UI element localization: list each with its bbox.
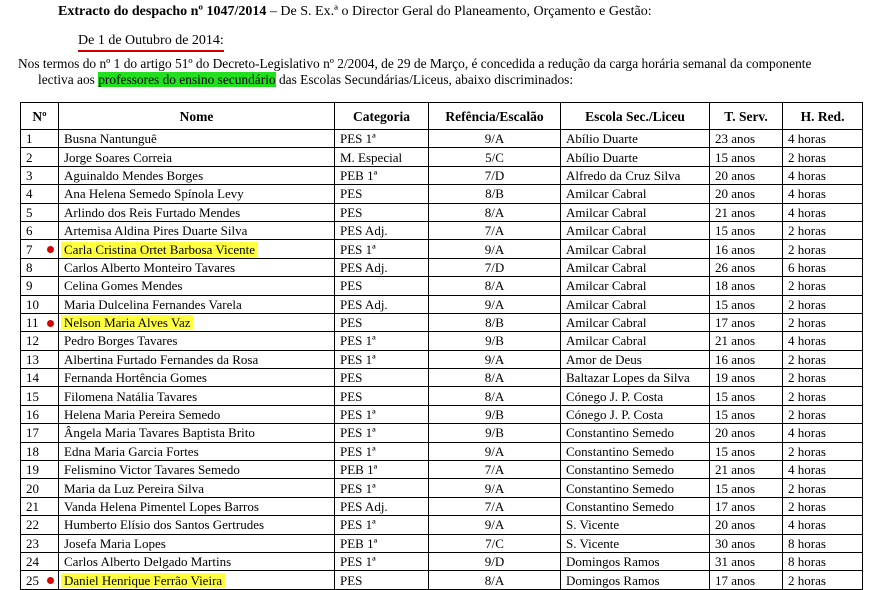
table-row (21, 185, 863, 203)
intro-line-1: Nos termos do nº 1 do artigo 51º do Decreto-Legislativo nº 2/2004, de 29 de Março, é concedida a redução da carga horária semanal da componente (18, 56, 812, 71)
service-time-cell: 20 anos (710, 424, 783, 442)
teacher-name: Ângela Maria Tavares Baptista Brito (59, 424, 335, 442)
hours-reduced-cell: 2 horas (783, 295, 863, 313)
category-cell: PES 1ª (335, 240, 429, 258)
table-row (21, 516, 863, 534)
table-row (21, 552, 863, 570)
col-header-name: Nome (59, 103, 335, 130)
row-number-label: 7 (26, 241, 33, 257)
category-cell: PES (335, 203, 429, 221)
red-dot-icon (47, 577, 54, 584)
service-time-cell: 20 anos (710, 516, 783, 534)
school-cell: Amilcar Cabral (561, 295, 710, 313)
highlighted-name: Nelson Maria Alves Vaz (61, 315, 193, 330)
reference-cell: 7/D (429, 258, 561, 276)
service-time-cell: 30 anos (710, 534, 783, 552)
school-cell: Constantino Semedo (561, 424, 710, 442)
row-number (21, 240, 59, 258)
intro-pre: lectiva aos (38, 72, 99, 87)
table-row (21, 166, 863, 184)
row-number: 14 (21, 369, 59, 387)
category-cell: PES Adj. (335, 258, 429, 276)
row-number: 21 (21, 497, 59, 515)
service-time-cell: 21 anos (710, 203, 783, 221)
school-cell: S. Vicente (561, 534, 710, 552)
teachers-table (20, 102, 863, 590)
document-title (58, 4, 652, 20)
table-row (21, 148, 863, 166)
school-cell: Cónego J. P. Costa (561, 387, 710, 405)
service-time-cell: 17 anos (710, 571, 783, 589)
row-number: 17 (21, 424, 59, 442)
table-header-row (21, 103, 863, 130)
reference-cell: 9/A (429, 130, 561, 148)
category-cell: PES 1ª (335, 516, 429, 534)
category-cell: PEB 1ª (335, 534, 429, 552)
teacher-name: Maria Dulcelina Fernandes Varela (59, 295, 335, 313)
hours-reduced-cell: 4 horas (783, 166, 863, 184)
table-row (21, 350, 863, 368)
hours-reduced-cell: 2 horas (783, 148, 863, 166)
reference-cell: 9/B (429, 424, 561, 442)
reference-cell: 9/D (429, 552, 561, 570)
hours-reduced-cell: 2 horas (783, 571, 863, 589)
service-time-cell: 16 anos (710, 350, 783, 368)
hours-reduced-cell: 4 horas (783, 332, 863, 350)
service-time-cell: 15 anos (710, 387, 783, 405)
dispatch-number: Extracto do despacho nº 1047/2014 (58, 4, 267, 19)
row-number: 2 (21, 148, 59, 166)
service-time-cell: 18 anos (710, 277, 783, 295)
service-time-cell: 23 anos (710, 130, 783, 148)
school-cell: Constantino Semedo (561, 442, 710, 460)
reference-cell: 8/B (429, 185, 561, 203)
table-row (21, 571, 863, 589)
table-row (21, 424, 863, 442)
row-number: 15 (21, 387, 59, 405)
service-time-cell: 15 anos (710, 479, 783, 497)
table-row (21, 240, 863, 258)
teacher-name: Carlos Alberto Delgado Martins (59, 552, 335, 570)
category-cell: PES (335, 571, 429, 589)
row-number: 13 (21, 350, 59, 368)
category-cell: PES (335, 185, 429, 203)
school-cell: Domingos Ramos (561, 571, 710, 589)
category-cell: PES Adj. (335, 497, 429, 515)
category-cell: PES 1ª (335, 130, 429, 148)
teacher-name: Maria da Luz Pereira Silva (59, 479, 335, 497)
table-row (21, 479, 863, 497)
table-row (21, 332, 863, 350)
reference-cell: 8/A (429, 369, 561, 387)
category-cell: PES 1ª (335, 350, 429, 368)
reference-cell: 9/A (429, 295, 561, 313)
teacher-name: Humberto Elísio dos Santos Gertrudes (59, 516, 335, 534)
row-number: 3 (21, 166, 59, 184)
col-header-reference: Refência/Escalão (429, 103, 561, 130)
service-time-cell: 31 anos (710, 552, 783, 570)
service-time-cell: 16 anos (710, 240, 783, 258)
category-cell: PES (335, 313, 429, 331)
reference-cell: 8/A (429, 203, 561, 221)
service-time-cell: 15 anos (710, 405, 783, 423)
table-row (21, 203, 863, 221)
category-cell: PEB 1ª (335, 166, 429, 184)
teacher-name: Filomena Natália Tavares (59, 387, 335, 405)
school-cell: Amor de Deus (561, 350, 710, 368)
row-number: 9 (21, 277, 59, 295)
teacher-name (59, 240, 335, 258)
hours-reduced-cell: 2 horas (783, 350, 863, 368)
school-cell: Amilcar Cabral (561, 203, 710, 221)
category-cell: PES Adj. (335, 221, 429, 239)
table-row (21, 387, 863, 405)
category-cell: PES Adj. (335, 295, 429, 313)
table-row (21, 461, 863, 479)
table-row (21, 295, 863, 313)
hours-reduced-cell: 2 horas (783, 497, 863, 515)
intro-paragraph (18, 56, 868, 88)
row-number-label: 25 (26, 572, 39, 588)
intro-post: das Escolas Secundárias/Liceus, abaixo discriminados: (275, 72, 574, 87)
col-header-category: Categoria (335, 103, 429, 130)
intro-highlight: professores do ensino secundário (98, 72, 276, 87)
red-dot-icon (47, 320, 54, 327)
category-cell: PEB 1ª (335, 461, 429, 479)
row-number: 8 (21, 258, 59, 276)
teacher-name: Aguinaldo Mendes Borges (59, 166, 335, 184)
teacher-name: Carlos Alberto Monteiro Tavares (59, 258, 335, 276)
service-time-cell: 15 anos (710, 148, 783, 166)
teacher-name: Helena Maria Pereira Semedo (59, 405, 335, 423)
school-cell: S. Vicente (561, 516, 710, 534)
dispatch-issuer: – De S. Ex.ª o Director Geral do Planeamento, Orçamento e Gestão: (266, 4, 652, 19)
table-row (21, 442, 863, 460)
hours-reduced-cell: 4 horas (783, 424, 863, 442)
hours-reduced-cell: 6 horas (783, 258, 863, 276)
school-cell: Amilcar Cabral (561, 240, 710, 258)
hours-reduced-cell: 2 horas (783, 405, 863, 423)
school-cell: Constantino Semedo (561, 497, 710, 515)
teacher-name: Artemisa Aldina Pires Duarte Silva (59, 221, 335, 239)
table-row (21, 130, 863, 148)
row-number: 6 (21, 221, 59, 239)
reference-cell: 7/A (429, 461, 561, 479)
row-number: 23 (21, 534, 59, 552)
reference-cell: 7/C (429, 534, 561, 552)
hours-reduced-cell: 2 horas (783, 240, 863, 258)
category-cell: PES 1ª (335, 479, 429, 497)
table-row (21, 497, 863, 515)
row-number (21, 571, 59, 589)
category-cell: PES 1ª (335, 405, 429, 423)
row-number: 19 (21, 461, 59, 479)
col-header-service-time: T. Serv. (710, 103, 783, 130)
category-cell: PES 1ª (335, 552, 429, 570)
col-header-hours-reduced: H. Red. (783, 103, 863, 130)
intro-line-2 (18, 72, 868, 88)
red-dot-icon (47, 246, 54, 253)
school-cell: Baltazar Lopes da Silva (561, 369, 710, 387)
table-row (21, 369, 863, 387)
teacher-name: Jorge Soares Correia (59, 148, 335, 166)
service-time-cell: 15 anos (710, 442, 783, 460)
teacher-name: Ana Helena Semedo Spínola Levy (59, 185, 335, 203)
teacher-name (59, 571, 335, 589)
reference-cell: 7/D (429, 166, 561, 184)
reference-cell: 5/C (429, 148, 561, 166)
reference-cell: 7/A (429, 221, 561, 239)
hours-reduced-cell: 4 horas (783, 461, 863, 479)
table-body (21, 130, 863, 590)
school-cell: Cónego J. P. Costa (561, 405, 710, 423)
teacher-name: Pedro Borges Tavares (59, 332, 335, 350)
table-row (21, 277, 863, 295)
service-time-cell: 17 anos (710, 497, 783, 515)
service-time-cell: 26 anos (710, 258, 783, 276)
highlighted-name: Daniel Henrique Ferrão Vieira (61, 573, 225, 588)
reference-cell: 9/A (429, 442, 561, 460)
col-header-number: Nº (21, 103, 59, 130)
hours-reduced-cell: 2 horas (783, 277, 863, 295)
row-number: 1 (21, 130, 59, 148)
teacher-name: Vanda Helena Pimentel Lopes Barros (59, 497, 335, 515)
teacher-name: Edna Maria Garcia Fortes (59, 442, 335, 460)
row-number: 12 (21, 332, 59, 350)
teacher-name: Fernanda Hortência Gomes (59, 369, 335, 387)
row-number: 20 (21, 479, 59, 497)
reference-cell: 8/A (429, 277, 561, 295)
hours-reduced-cell: 2 horas (783, 369, 863, 387)
category-cell: M. Especial (335, 148, 429, 166)
category-cell: PES (335, 369, 429, 387)
service-time-cell: 21 anos (710, 461, 783, 479)
school-cell: Amilcar Cabral (561, 221, 710, 239)
school-cell: Amilcar Cabral (561, 277, 710, 295)
reference-cell: 8/A (429, 571, 561, 589)
category-cell: PES 1ª (335, 424, 429, 442)
category-cell: PES (335, 277, 429, 295)
highlighted-name: Carla Cristina Ortet Barbosa Vicente (61, 242, 258, 257)
service-time-cell: 15 anos (710, 221, 783, 239)
service-time-cell: 17 anos (710, 313, 783, 331)
table-row (21, 258, 863, 276)
school-cell: Constantino Semedo (561, 479, 710, 497)
reference-cell: 9/B (429, 332, 561, 350)
school-cell: Amilcar Cabral (561, 313, 710, 331)
reference-cell: 8/B (429, 313, 561, 331)
hours-reduced-cell: 4 horas (783, 516, 863, 534)
hours-reduced-cell: 4 horas (783, 130, 863, 148)
service-time-cell: 21 anos (710, 332, 783, 350)
service-time-cell: 20 anos (710, 185, 783, 203)
hours-reduced-cell: 2 horas (783, 387, 863, 405)
hours-reduced-cell: 8 horas (783, 552, 863, 570)
reference-cell: 9/A (429, 240, 561, 258)
row-number: 16 (21, 405, 59, 423)
row-number: 10 (21, 295, 59, 313)
school-cell: Amilcar Cabral (561, 332, 710, 350)
teacher-name (59, 313, 335, 331)
row-number: 24 (21, 552, 59, 570)
reference-cell: 8/A (429, 387, 561, 405)
hours-reduced-cell: 8 horas (783, 534, 863, 552)
reference-cell: 9/A (429, 516, 561, 534)
teacher-name: Celina Gomes Mendes (59, 277, 335, 295)
dispatch-date: De 1 de Outubro de 2014: (78, 33, 224, 52)
row-number: 18 (21, 442, 59, 460)
teacher-name: Josefa Maria Lopes (59, 534, 335, 552)
category-cell: PES 1ª (335, 442, 429, 460)
service-time-cell: 15 anos (710, 295, 783, 313)
hours-reduced-cell: 4 horas (783, 185, 863, 203)
row-number: 4 (21, 185, 59, 203)
school-cell: Amilcar Cabral (561, 258, 710, 276)
row-number (21, 313, 59, 331)
hours-reduced-cell: 2 horas (783, 442, 863, 460)
service-time-cell: 19 anos (710, 369, 783, 387)
school-cell: Amilcar Cabral (561, 185, 710, 203)
school-cell: Alfredo da Cruz Silva (561, 166, 710, 184)
school-cell: Abílio Duarte (561, 148, 710, 166)
hours-reduced-cell: 2 horas (783, 221, 863, 239)
col-header-school: Escola Sec./Liceu (561, 103, 710, 130)
row-number: 22 (21, 516, 59, 534)
hours-reduced-cell: 2 horas (783, 479, 863, 497)
teacher-name: Busna Nantunguê (59, 130, 335, 148)
category-cell: PES 1ª (335, 332, 429, 350)
school-cell: Abílio Duarte (561, 130, 710, 148)
teacher-name: Albertina Furtado Fernandes da Rosa (59, 350, 335, 368)
table-row (21, 405, 863, 423)
teacher-name: Felismino Victor Tavares Semedo (59, 461, 335, 479)
service-time-cell: 20 anos (710, 166, 783, 184)
teacher-name: Arlindo dos Reis Furtado Mendes (59, 203, 335, 221)
table-row (21, 221, 863, 239)
row-number: 5 (21, 203, 59, 221)
reference-cell: 9/B (429, 405, 561, 423)
table-row (21, 313, 863, 331)
school-cell: Domingos Ramos (561, 552, 710, 570)
table-row (21, 534, 863, 552)
category-cell: PES (335, 387, 429, 405)
hours-reduced-cell: 4 horas (783, 203, 863, 221)
reference-cell: 9/A (429, 350, 561, 368)
reference-cell: 9/A (429, 479, 561, 497)
school-cell: Constantino Semedo (561, 461, 710, 479)
hours-reduced-cell: 2 horas (783, 313, 863, 331)
row-number-label: 11 (26, 315, 39, 331)
reference-cell: 7/A (429, 497, 561, 515)
